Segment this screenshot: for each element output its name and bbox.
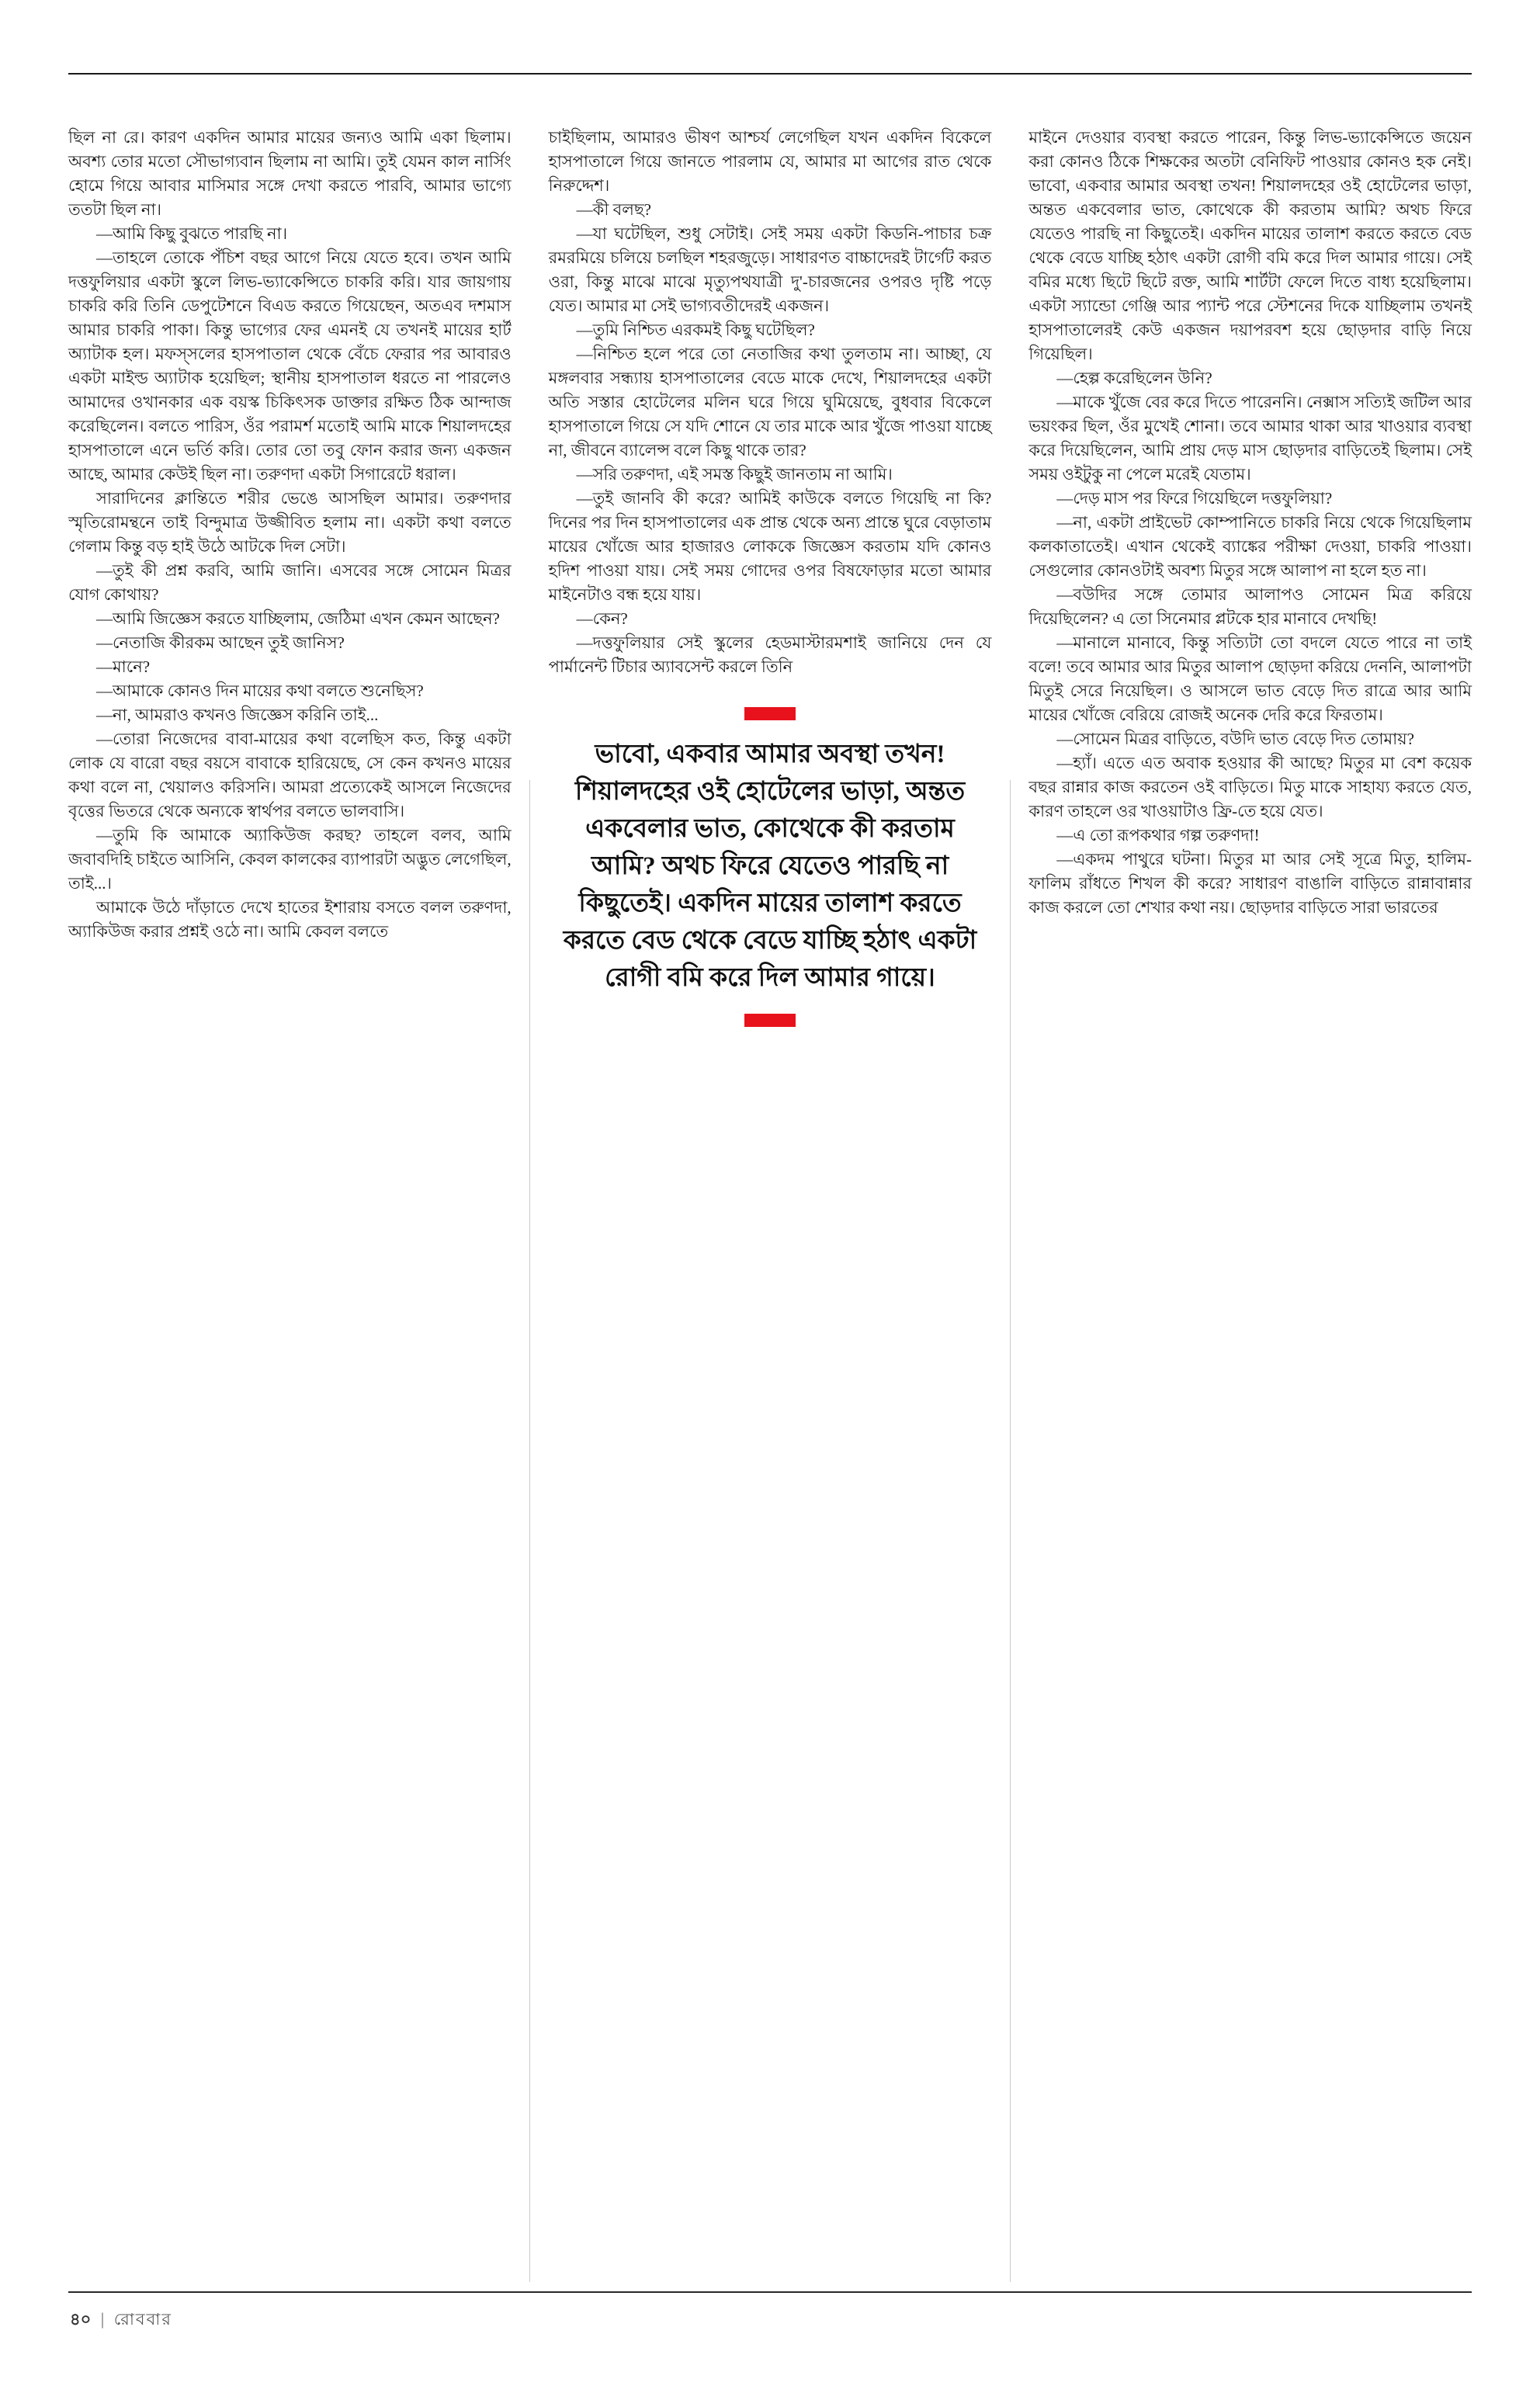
brand-name: রোববার (113, 2311, 172, 2329)
paragraph: —তুই কী প্রশ্ন করবি, আমি জানি। এসবের সঙ্গে সোমেন মিত্রর যোগ কোথায়? (68, 561, 512, 604)
column-divider-left (529, 780, 530, 2282)
column-divider-right (1010, 780, 1011, 2282)
paragraph: —মানালে মানাবে, কিন্তু সত্যিটা তো বদলে যেতে পারে না তাই বলে! তবে আমার আর মিতুর আলাপ ছোড়দা করিয়ে দেননি, আলাপটা মিতুই সেরে নিয়েছিল। ও আসলে ভাত বেড়ে দিত রাত্রে আর আমি মায়ের খোঁজে বেরিয়ে রোজই অনেক দেরি করে ফিরতাম। (1028, 633, 1472, 724)
paragraph: —নেতাজি কীরকম আছেন তুই জানিস? (96, 633, 345, 652)
paragraph: —আমি কিছু বুঝতে পারছি না। (96, 224, 288, 243)
page-number: ৪০ (70, 2311, 92, 2329)
paragraph: —আমাকে কোনও দিন মায়ের কথা বলতে শুনেছিস? (96, 681, 424, 700)
paragraph: —না, একটা প্রাইভেট কোম্পানিতে চাকরি নিয়ে থেকে গিয়েছিলাম কলকাতাতেই। এখান থেকেই ব্যাঙ্কের পরীক্ষা দেওয়া, চাকরি পাওয়া। সেগুলোর কোনওটাই অবশ্য মিতুর সঙ্গে আলাপ না হলে হত না। (1028, 513, 1472, 580)
article-column-2 (549, 126, 992, 1027)
paragraph: —নিশ্চিত হলে পরে তো নেতাজির কথা তুলতাম না। আচ্ছা, যে মঙ্গলবার সন্ধ্যায় হাসপাতালের বেডে মাকে দেখে, শিয়ালদহের একটা অতি সস্তার হোটেলের মলিন ঘরে গিয়ে ঘুমিয়েছে, বুধবার বিকেলে হাসপাতালে গিয়ে সে যদি শোনে যে তার মাকে আর খুঁজে পাওয়া যাচ্ছে না, জীবনে ব্যালেন্স বলে কিছু থাকে তার? (548, 345, 992, 460)
pull-quote-accent-top (744, 707, 796, 720)
paragraph: —সোমেন মিত্রর বাড়িতে, বউদি ভাত বেড়ে দিত তোমায়? (1056, 730, 1414, 748)
paragraph: মাইনে দেওয়ার ব্যবস্থা করতে পারেন, কিন্তু লিভ-ভ্যাকেন্সিতে জয়েন করা কোনও ঠিকে শিক্ষকের অতটা বেনিফিট পাওয়ার কোনও হক নেই। ভাবো, একবার আমার অবস্থা তখন! শিয়ালদহের ওই হোটেলের ভাড়া, অন্তত একবেলার ভাত, কোথেকে কী করতাম আমি? অথচ ফিরে যেতেও পারছি না কিছুতেই। একদিন মায়ের তালাশ করতে করতে বেড থেকে বেডে যাচ্ছি হঠাৎ একটা রোগী বমি করে দিল আমার গায়ে। সেই বমির মধ্যে ছিটে ছিটে রক্ত, আমি শার্টটা ফেলে দিতে বাধ্য হয়েছিলাম। একটা স্যান্ডো গেঞ্জি আর প্যান্ট পরে স্টেশনের দিকে যাচ্ছিলাম তখনই হাসপাতালেরই কেউ একজন দয়াপরবশ হয়ে ছোড়দার বাড়ি নিয়ে গিয়েছিল। (1028, 128, 1472, 363)
pull-quote-accent-bottom (744, 1014, 796, 1027)
paragraph: ছিল না রে। কারণ একদিন আমার মায়ের জন্যও আমি একা ছিলাম। অবশ্য তোর মতো সৌভাগ্যবান ছিলাম না আমি। তুই যেমন কাল নার্সিং হোমে গিয়ে আবার মাসিমার সঙ্গে দেখা করতে পারবি, আমার ভাগ্যে ততটা ছিল না। (68, 128, 512, 219)
paragraph: —সরি তরুণদা, এই সমস্ত কিছুই জানতাম না আমি। (576, 465, 893, 484)
article-column-3 (1028, 126, 1472, 1027)
paragraph: —দেড় মাস পর ফিরে গিয়েছিলে দত্তফুলিয়া? (1056, 489, 1333, 508)
paragraph: —কেন? (576, 609, 628, 628)
paragraph: —হেল্প করেছিলেন উনি? (1056, 369, 1212, 387)
paragraph: —আমি জিজ্ঞেস করতে যাচ্ছিলাম, জেঠিমা এখন কেমন আছেন? (96, 609, 500, 628)
pull-quote (549, 707, 992, 1027)
paragraph: —তাহলে তোকে পঁচিশ বছর আগে নিয়ে যেতে হবে। তখন আমি দত্তফুলিয়ার একটা স্কুলে লিভ-ভ্যাকেন্সিতে চাকরি করি। যার জায়গায় চাকরি করি তিনি ডেপুটেশনে বিএড করতে গিয়েছেন, অতএব দশমাস আমার চাকরি পাকা। কিন্তু ভাগ্যের ফের এমনই যে তখনই মায়ের হার্ট অ্যাটাক হল। মফস্সলের হাসপাতাল থেকে বেঁচে ফেরার পর আবারও একটা মাইল্ড অ্যাটাক হয়েছিল; স্থানীয় হাসপাতাল ধরতে না পারলেও আমাদের ওখানকার এক বয়স্ক চিকিৎসক ডাক্তার রক্ষিত ঠিক আন্দাজ করেছিলেন। বলতে পারিস, ওঁর পরামর্শ মতোই আমি মাকে শিয়ালদহের হাসপাতালে এনে ভর্তি করি। তোর তো তবু ফোন করার জন্য একজন আছে, আমার কেউই ছিল না। তরুণদা একটা সিগারেটে ধরাল। (68, 248, 512, 484)
paragraph: —কী বলছ? (576, 200, 652, 219)
paragraph: —দত্তফুলিয়ার সেই স্কুলের হেডমাস্টারমশাই জানিয়ে দেন যে পার্মানেন্ট টিচার অ্যাবসেন্ট করলে তিনি (548, 633, 992, 676)
article-column-1 (68, 126, 512, 1027)
paragraph: সারাদিনের ক্লান্তিতে শরীর ভেঙে আসছিল আমার। তরুণদার স্মৃতিরোমন্থনে তাই বিন্দুমাত্র উজ্জীবিত হলাম না। একটা কথা বলতে গেলাম কিন্তু বড় হাই উঠে আটকে দিল সেটা। (68, 489, 512, 556)
paragraph: —তুই জানবি কী করে? আমিই কাউকে বলতে গিয়েছি না কি? দিনের পর দিন হাসপাতালের এক প্রান্ত থেকে অন্য প্রান্তে ঘুরে বেড়াতাম মায়ের খোঁজে আর হাজারও লোককে জিজ্ঞেস করতাম যদি কোনও হদিশ পাওয়া যায়। সেই সময় গোদের ওপর বিষফোড়ার মতো আমার মাইনেটাও বন্ধ হয়ে যায়। (548, 489, 992, 604)
page-footer (70, 2307, 172, 2334)
paragraph: —তুমি কি আমাকে অ্যাকিউজ করছ? তাহলে বলব, আমি জবাবদিহি চাইতে আসিনি, কেবল কালকের ব্যাপারটা অদ্ভুত লেগেছিল, তাই...। (68, 826, 512, 893)
paragraph: —এ তো রূপকথার গল্প তরুণদা! (1056, 826, 1260, 844)
paragraph: চাইছিলাম, আমারও ভীষণ আশ্চর্য লেগেছিল যখন একদিন বিকেলে হাসপাতালে গিয়ে জানতে পারলাম যে, আমার মা আগের রাত থেকে নিরুদ্দেশ। (548, 128, 992, 195)
footer-separator: | (100, 2311, 105, 2329)
paragraph: —একদম পাথুরে ঘটনা। মিতুর মা আর সেই সূত্রে মিতু, হালিম-ফালিম রাঁধতে শিখল কী করে? সাধারণ বাঙালি বাড়িতে রান্নাবান্নার কাজ করলে তো শেখার কথা নয়। ছোড়দার বাড়িতে সারা ভারতের (1028, 850, 1472, 917)
paragraph: —বউদির সঙ্গে তোমার আলাপও সোমেন মিত্র করিয়ে দিয়েছিলেন? এ তো সিনেমার প্লটকে হার মানাবে দেখছি! (1028, 585, 1472, 628)
paragraph: —না, আমরাও কখনও জিজ্ঞেস করিনি তাই... (96, 706, 379, 724)
pull-quote-text: ভাবো, একবার আমার অবস্থা তখন! শিয়ালদহের ওই হোটেলের ভাড়া, অন্তত একবেলার ভাত, কোথেকে কী করতাম আমি? অথচ ফিরে যেতেও পারছি না কিছুতেই। একদিন মায়ের তালাশ করতে করতে বেড থেকে বেডে যাচ্ছি হঠাৎ একটা রোগী বমি করে দিল আমার গায়ে। (563, 740, 977, 992)
paragraph: —যা ঘটেছিল, শুধু সেটাই। সেই সময় একটা কিডনি-পাচার চক্র রমরমিয়ে চলিয়ে চলছিল শহরজুড়ে। সাধারণত বাচ্চাদেরই টার্গেট করত ওরা, কিন্তু মাঝে মাঝে মৃত্যুপথযাত্রী দু'-চারজনের ওপরও দৃষ্টি পড়ে যেত। আমার মা সেই ভাগ্যবতীদেরই একজন। (548, 224, 992, 315)
paragraph: —হ্যাঁ। এতে এত অবাক হওয়ার কী আছে? মিতুর মা বেশ কয়েক বছর রান্নার কাজ করতেন ওই বাড়িতে। মিতু মাকে সাহায্য করতে যেত, কারণ তাহলে ওর খাওয়াটাও ফ্রি-তে হয়ে যেত। (1028, 754, 1472, 820)
paragraph: —মানে? (96, 657, 151, 676)
paragraph: —মাকে খুঁজে বের করে দিতে পারেননি। নেক্সাস সত্যিই জটিল আর ভয়ংকর ছিল, ওঁর মুখেই শোনা। তবে আমার থাকা আর খাওয়ার ব্যবস্থা করে দিয়েছিলেন, আমি প্রায় দেড় মাস ছোড়দার বাড়িতেই ছিলাম। সেই সময় ওইটুকু না পেলে মরেই যেতাম। (1028, 393, 1472, 484)
footer-rule (68, 2291, 1472, 2293)
top-rule (68, 73, 1472, 75)
paragraph: —তুমি নিশ্চিত এরকমই কিছু ঘটেছিল? (576, 321, 815, 339)
paragraph: —তোরা নিজেদের বাবা-মায়ের কথা বলেছিস কত, কিন্তু একটা লোক যে বারো বছর বয়সে বাবাকে হারিয়েছে, সে কেন কখনও মায়ের কথা বলে না, খেয়ালও করিসনি। আমরা প্রত্যেকেই আসলে নিজেদের বৃত্তের ভিতরে থেকে অন্যকে স্বার্থপর বলতে ভালবাসি। (68, 730, 512, 820)
article-body (68, 126, 1472, 1027)
paragraph: আমাকে উঠে দাঁড়াতে দেখে হাতের ইশারায় বসতে বলল তরুণদা, অ্যাকিউজ করার প্রশ্নই ওঠে না। আমি কেবল বলতে (68, 898, 512, 941)
